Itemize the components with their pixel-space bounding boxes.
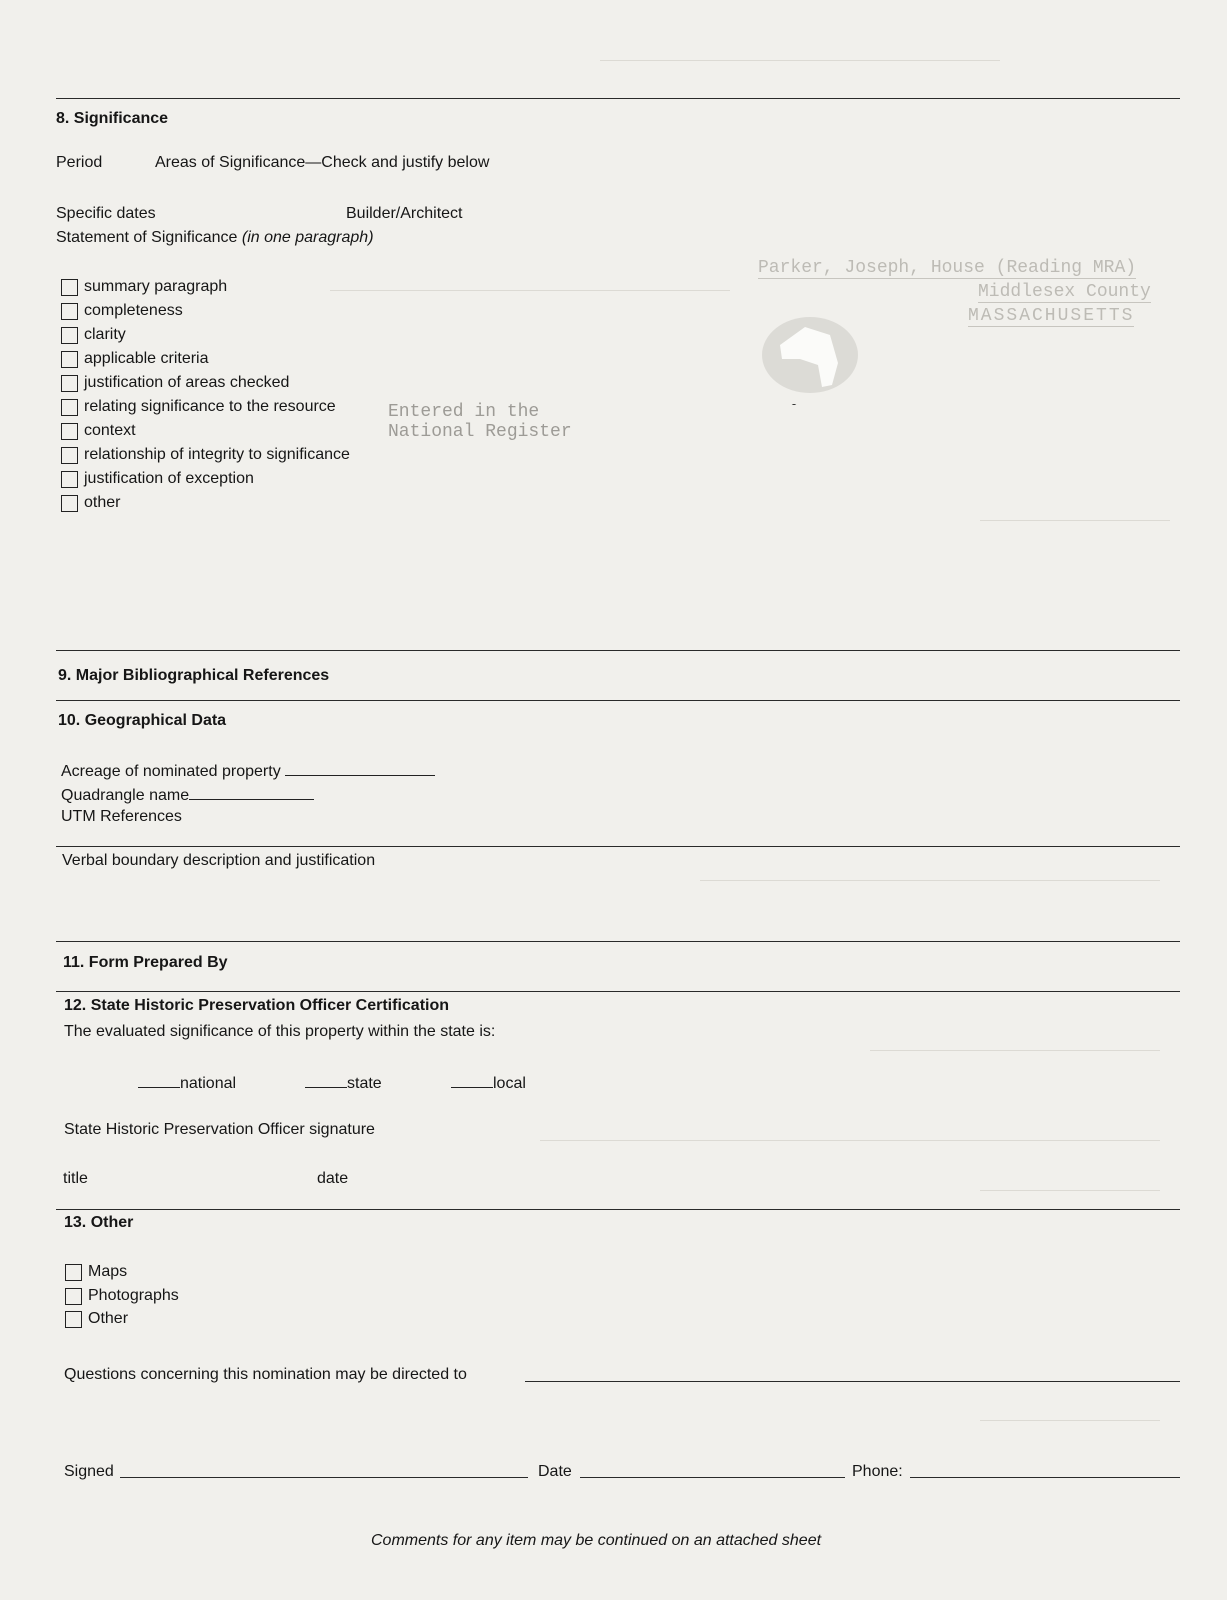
- shpo-title-label: title: [63, 1170, 88, 1187]
- statement-label: Statement of Significance: [56, 229, 238, 246]
- continuation-note: Comments for any item may be continued on an attached sheet: [371, 1532, 822, 1549]
- checkbox[interactable]: [65, 1288, 82, 1305]
- checklist-item[interactable]: [61, 470, 254, 488]
- signed-label: Signed: [64, 1463, 114, 1480]
- acreage-label: Acreage of nominated property: [61, 763, 281, 780]
- checkbox[interactable]: [61, 447, 78, 464]
- level-label: state: [347, 1075, 382, 1092]
- show-through-text-1: Parker, Joseph, House (Reading MRA): [758, 258, 1137, 278]
- checkbox[interactable]: [61, 279, 78, 296]
- level-blank[interactable]: [305, 1073, 347, 1088]
- level-label: national: [180, 1075, 237, 1092]
- areas-of-significance-label: Areas of Significance—Check and justify below: [155, 154, 490, 171]
- checklist-item[interactable]: [61, 326, 126, 344]
- statement-note: (in one paragraph): [241, 229, 374, 246]
- quadrangle-blank[interactable]: [189, 785, 314, 800]
- acreage-blank[interactable]: [285, 761, 435, 776]
- checkbox[interactable]: [61, 327, 78, 344]
- other-item-label: Other: [88, 1310, 129, 1327]
- utm-references-label: UTM References: [61, 808, 182, 825]
- acreage-field[interactable]: [61, 761, 435, 780]
- show-through-text-3: MASSACHUSETTS: [968, 306, 1135, 326]
- other-item-label: Photographs: [88, 1287, 179, 1304]
- other-item-label: Maps: [88, 1263, 128, 1280]
- quadrangle-label: Quadrangle name: [61, 787, 190, 804]
- date-label: Date: [538, 1463, 572, 1480]
- stamp-text-2: National Register: [388, 422, 572, 442]
- level-local[interactable]: [451, 1073, 526, 1092]
- phone-label: Phone:: [852, 1463, 903, 1480]
- stamp-text-1: Entered in the: [388, 402, 540, 422]
- checklist-label: relationship of integrity to significance: [84, 446, 350, 463]
- other-item[interactable]: [65, 1263, 127, 1281]
- checklist-label: context: [84, 422, 136, 439]
- checklist-item[interactable]: [61, 350, 209, 368]
- checkbox[interactable]: [61, 423, 78, 440]
- checklist-label: justification of exception: [84, 470, 254, 487]
- questions-blank[interactable]: [525, 1381, 1180, 1382]
- date-blank[interactable]: [580, 1477, 845, 1478]
- period-label: Period: [56, 154, 103, 171]
- section-13-title: 13. Other: [64, 1214, 134, 1231]
- other-item[interactable]: [65, 1310, 128, 1328]
- checklist-item[interactable]: [61, 446, 350, 464]
- paper-damage-mark: [760, 315, 870, 405]
- checklist-label: summary paragraph: [84, 278, 228, 295]
- verbal-boundary-label: Verbal boundary description and justification: [62, 852, 376, 869]
- checklist-label: justification of areas checked: [84, 374, 290, 391]
- checklist-label: relating significance to the resource: [84, 398, 336, 415]
- checkbox[interactable]: [61, 471, 78, 488]
- level-blank[interactable]: [451, 1073, 493, 1088]
- checklist-item[interactable]: [61, 494, 120, 512]
- level-label: local: [493, 1075, 526, 1092]
- specific-dates-label: Specific dates: [56, 205, 156, 222]
- checklist-label: other: [84, 494, 121, 511]
- quadrangle-field[interactable]: [61, 785, 314, 804]
- checkbox[interactable]: [61, 303, 78, 320]
- questions-label: Questions concerning this nomination may be directed to: [64, 1366, 467, 1383]
- checklist-item[interactable]: [61, 278, 227, 296]
- evaluated-significance-statement: The evaluated significance of this property within the state is:: [64, 1023, 496, 1040]
- section-10-title: 10. Geographical Data: [58, 712, 227, 729]
- checkbox[interactable]: [65, 1311, 82, 1328]
- level-blank[interactable]: [138, 1073, 180, 1088]
- checklist-item[interactable]: [61, 398, 336, 416]
- other-item[interactable]: [65, 1287, 179, 1305]
- checklist-label: applicable criteria: [84, 350, 209, 367]
- checkbox[interactable]: [61, 495, 78, 512]
- level-national[interactable]: [138, 1073, 236, 1092]
- section-12-title: 12. State Historic Preservation Officer Certification: [64, 997, 450, 1014]
- checklist-item[interactable]: [61, 374, 289, 392]
- show-through-text-2: Middlesex County: [978, 282, 1151, 302]
- checkbox[interactable]: [61, 375, 78, 392]
- builder-architect-label: Builder/Architect: [346, 205, 463, 222]
- section-8-title: 8. Significance: [56, 110, 169, 127]
- checklist-label: clarity: [84, 326, 126, 343]
- section-11-title: 11. Form Prepared By: [63, 954, 228, 971]
- checkbox[interactable]: [61, 399, 78, 416]
- shpo-date-label: date: [317, 1170, 349, 1187]
- level-state[interactable]: [305, 1073, 382, 1092]
- checklist-label: completeness: [84, 302, 183, 319]
- checklist-item[interactable]: [61, 302, 183, 320]
- checkbox[interactable]: [61, 351, 78, 368]
- phone-blank[interactable]: [910, 1477, 1180, 1478]
- checklist-item[interactable]: [61, 422, 136, 440]
- section-9-title: 9. Major Bibliographical References: [58, 667, 330, 684]
- statement-of-significance-label: [56, 230, 374, 246]
- signed-blank[interactable]: [120, 1477, 528, 1478]
- checkbox[interactable]: [65, 1264, 82, 1281]
- shpo-signature-label: State Historic Preservation Officer signature: [64, 1121, 375, 1138]
